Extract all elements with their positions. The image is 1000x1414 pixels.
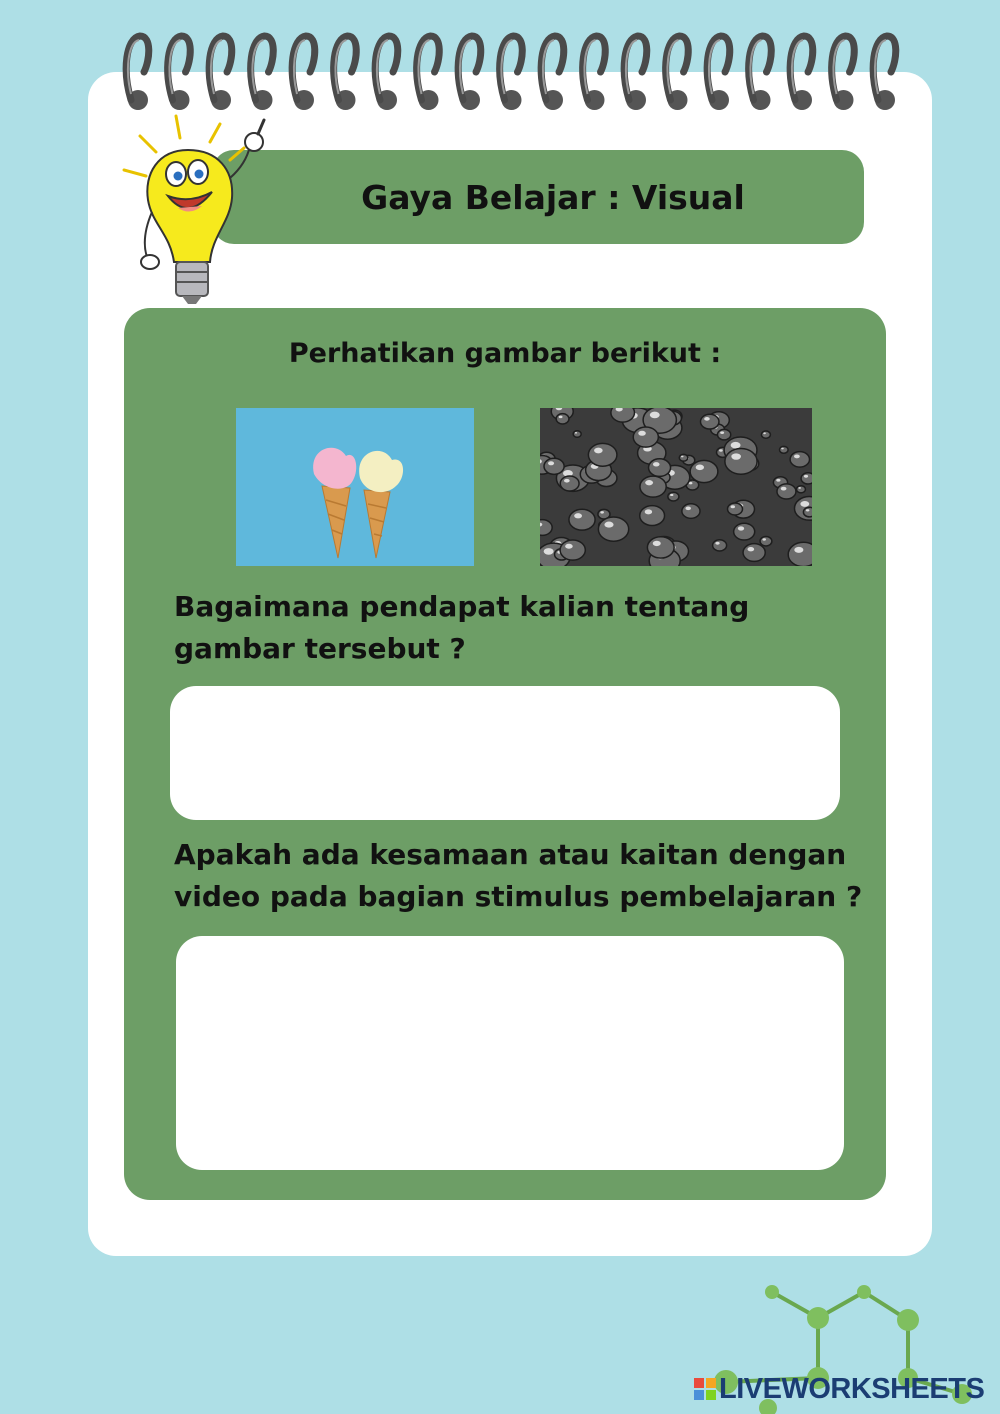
- spiral-ring: [292, 36, 315, 110]
- spiral-ring: [749, 36, 772, 110]
- ice-cream-cones-image: [236, 408, 474, 566]
- spiral-ring: [334, 36, 357, 110]
- spiral-ring: [707, 36, 730, 110]
- question-1-line-1: Bagaimana pendapat kalian tentang: [174, 590, 750, 623]
- liveworksheets-badge-icon: [694, 1378, 716, 1400]
- water-droplets-image: [540, 408, 812, 566]
- lightbulb-mascot-icon: [118, 112, 278, 308]
- activity-panel: [124, 308, 886, 1200]
- spiral-ring: [666, 36, 689, 110]
- question-2-line-2: video pada bagian stimulus pembelajaran ?: [174, 880, 863, 913]
- spiral-ring: [458, 36, 481, 110]
- spiral-ring: [873, 36, 896, 110]
- spiral-ring: [375, 36, 398, 110]
- question-1-line-2: gambar tersebut ?: [174, 632, 466, 665]
- liveworksheets-logo: [694, 1372, 984, 1406]
- spiral-ring: [541, 36, 564, 110]
- instruction-text: Perhatikan gambar berikut :: [288, 338, 722, 369]
- question-1: [174, 586, 854, 670]
- spiral-ring: [790, 36, 813, 110]
- page-title: Gaya Belajar : Visual: [361, 177, 745, 217]
- title-banner: [212, 150, 864, 244]
- spiral-ring: [583, 36, 606, 110]
- question-2: [174, 834, 874, 918]
- spiral-binding: [120, 30, 910, 114]
- spiral-ring: [417, 36, 440, 110]
- question-2-line-1: Apakah ada kesamaan atau kaitan dengan: [174, 838, 847, 871]
- answer-field-2[interactable]: [176, 936, 844, 1170]
- answer-field-1[interactable]: [170, 686, 840, 820]
- spiral-ring: [251, 36, 274, 110]
- spiral-ring: [500, 36, 523, 110]
- spiral-ring: [832, 36, 855, 110]
- brand-name: LIVEWORKSHEETS: [719, 1372, 985, 1405]
- spiral-ring: [209, 36, 232, 110]
- spiral-ring: [168, 36, 191, 110]
- spiral-ring: [624, 36, 647, 110]
- spiral-ring: [126, 36, 149, 110]
